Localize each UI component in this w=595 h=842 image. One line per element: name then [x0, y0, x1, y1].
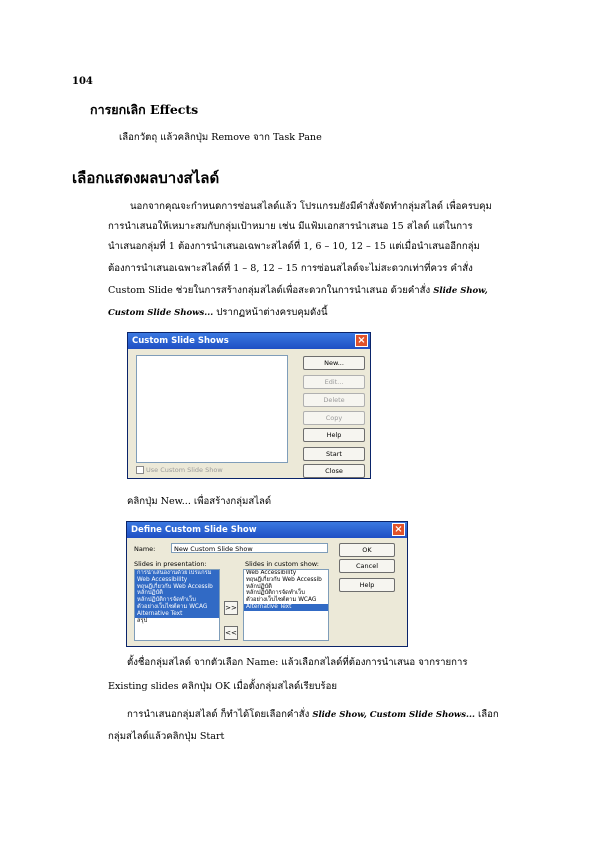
define-dialog-titlebar	[127, 522, 407, 538]
list-item[interactable]: การนำเสนองานด้วยโปรแกรม	[135, 570, 219, 577]
page-number: 104	[72, 76, 93, 87]
para3-line2: กลุ่มสไลด์แล้วคลิกปุ่ม Start	[108, 731, 225, 742]
help-button[interactable]: Help	[303, 428, 365, 442]
para1-line5	[108, 284, 488, 298]
dialog-title: Custom Slide Shows	[132, 336, 229, 346]
dialog-close-button[interactable]: Close	[303, 464, 365, 478]
list-item[interactable]: หลักปฏิบัติ	[246, 583, 272, 590]
remove-instruction: เลือกวัตถุ แล้วคลิกปุ่ม Remove จาก Task Pane	[119, 132, 322, 143]
list-item[interactable]: ตัวอย่างเว็บไซต์ตาม WCAG	[246, 597, 317, 604]
ok-button[interactable]: OK	[339, 543, 395, 557]
list-item[interactable]: สรุป	[137, 617, 148, 624]
para1-line6	[108, 306, 328, 320]
close-icon[interactable]: ×	[355, 334, 368, 347]
use-custom-show-label: Use Custom Slide Show	[146, 466, 223, 474]
caption-new-button: คลิกปุ่ม New... เพื่อสร้างกลุ่มสไลด์	[127, 496, 272, 507]
para1-line5-text: Custom Slide ช่วยในการสร้างกลุ่มสไลด์เพื่อสะดวกในการนำเสนอ ด้วยคำสั่ง	[108, 285, 431, 296]
para1-line1: นอกจากคุณจะกำหนดการซ่อนสไลด์แล้ว โปรแกรมยังมีคำสั่งจัดทำกลุ่มสไลด์ เพื่อครบคุม	[130, 201, 492, 212]
dialog-titlebar	[128, 333, 370, 349]
remove-slides-button[interactable]: <<	[224, 626, 238, 640]
list-item[interactable]: หลักปฏิบัติ	[135, 590, 219, 597]
new-button[interactable]: New...	[303, 356, 365, 370]
cancel-button[interactable]: Cancel	[339, 559, 395, 573]
list-item[interactable]: Alternative Text	[244, 604, 328, 611]
para1-line2: การนำเสนอให้เหมาะสมกับกลุ่มเป้าหมาย เช่น มีแฟ้มเอกสารนำเสนอ 15 สไลด์ แต่ในการ	[108, 221, 473, 232]
name-input[interactable]: New Custom Slide Show	[171, 543, 328, 553]
para3-line1-text: การนำเสนอกลุ่มสไลด์ ก็ทำได้โดยเลือกคำสั่ง	[127, 709, 313, 720]
list-item[interactable]: หลักปฏิบัติการจัดทำเว็บ	[135, 597, 219, 604]
heading-custom-show: เลือกแสดงผลบางสไลด์	[72, 169, 220, 187]
para1-line4: ต้องการนำเสนอเฉพาะสไลด์ที่ 1 – 8, 12 – 15 การซ่อนสไลด์จะไม่สะดวกเท่าที่ควร คำสั่ง	[108, 263, 473, 274]
para3-line1-end: เลือก	[474, 709, 499, 720]
define-close-icon[interactable]: ×	[392, 523, 405, 536]
list-item[interactable]: Web Accessibility	[135, 577, 219, 584]
delete-button[interactable]: Delete	[303, 393, 365, 407]
define-custom-show-dialog	[126, 521, 408, 647]
name-label: Name:	[134, 545, 156, 553]
edit-button[interactable]: Edit...	[303, 375, 365, 389]
menu-slide-show: Slide Show,	[433, 286, 488, 296]
para3-line1	[127, 708, 499, 722]
menu-path: Slide Show, Custom Slide Shows...	[312, 710, 475, 720]
heading-remove-effects: การยกเลิก Effects	[90, 102, 199, 117]
para2-line1: ตั้งชื่อกลุ่มสไลด์ จากตัวเลือก Name: แล้วเลือกสไลด์ที่ต้องการนำเสนอ จากรายการ	[127, 657, 468, 668]
custom-slides-list[interactable]	[243, 569, 329, 641]
list-item[interactable]: ตัวอย่างเว็บไซต์ตาม WCAG	[135, 604, 219, 611]
existing-slides-label: Slides in presentation:	[134, 560, 207, 568]
custom-slide-shows-dialog	[127, 332, 371, 479]
copy-button[interactable]: Copy	[303, 411, 365, 425]
existing-slides-list[interactable]	[134, 569, 220, 641]
list-item[interactable]: Web Accessibility	[246, 570, 297, 576]
use-custom-show-checkbox[interactable]	[136, 466, 144, 474]
add-slides-button[interactable]: >>	[224, 601, 238, 615]
define-dialog-title: Define Custom Slide Show	[131, 525, 257, 535]
list-item[interactable]: ทฤษฎีเกี่ยวกับ Web Accessib	[135, 584, 219, 591]
para1-line3: นำเสนอกลุ่มที่ 1 ต้องการนำเสนอเฉพาะสไลด์ที่ 1, 6 – 10, 12 – 15 แต่เมื่อนำเสนออีกกลุ่ม	[108, 241, 480, 252]
list-item[interactable]: หลักปฏิบัติการจัดทำเว็บ	[246, 590, 305, 597]
list-item[interactable]: Alternative Text	[135, 611, 219, 618]
menu-custom-slide-shows: Custom Slide Shows...	[108, 308, 214, 318]
para2-line2: Existing slides คลิกปุ่ม OK เมื่อตั้งกลุ่มสไลด์เรียบร้อย	[108, 681, 337, 692]
list-item[interactable]: ทฤษฎีเกี่ยวกับ Web Accessib	[246, 576, 322, 583]
custom-slides-label: Slides in custom show:	[245, 560, 319, 568]
define-help-button[interactable]: Help	[339, 578, 395, 592]
para1-line6-text: ปรากฏหน้าต่างครบคุมดังนี้	[213, 307, 328, 318]
start-button[interactable]: Start	[303, 447, 365, 461]
custom-shows-list[interactable]	[136, 355, 288, 463]
